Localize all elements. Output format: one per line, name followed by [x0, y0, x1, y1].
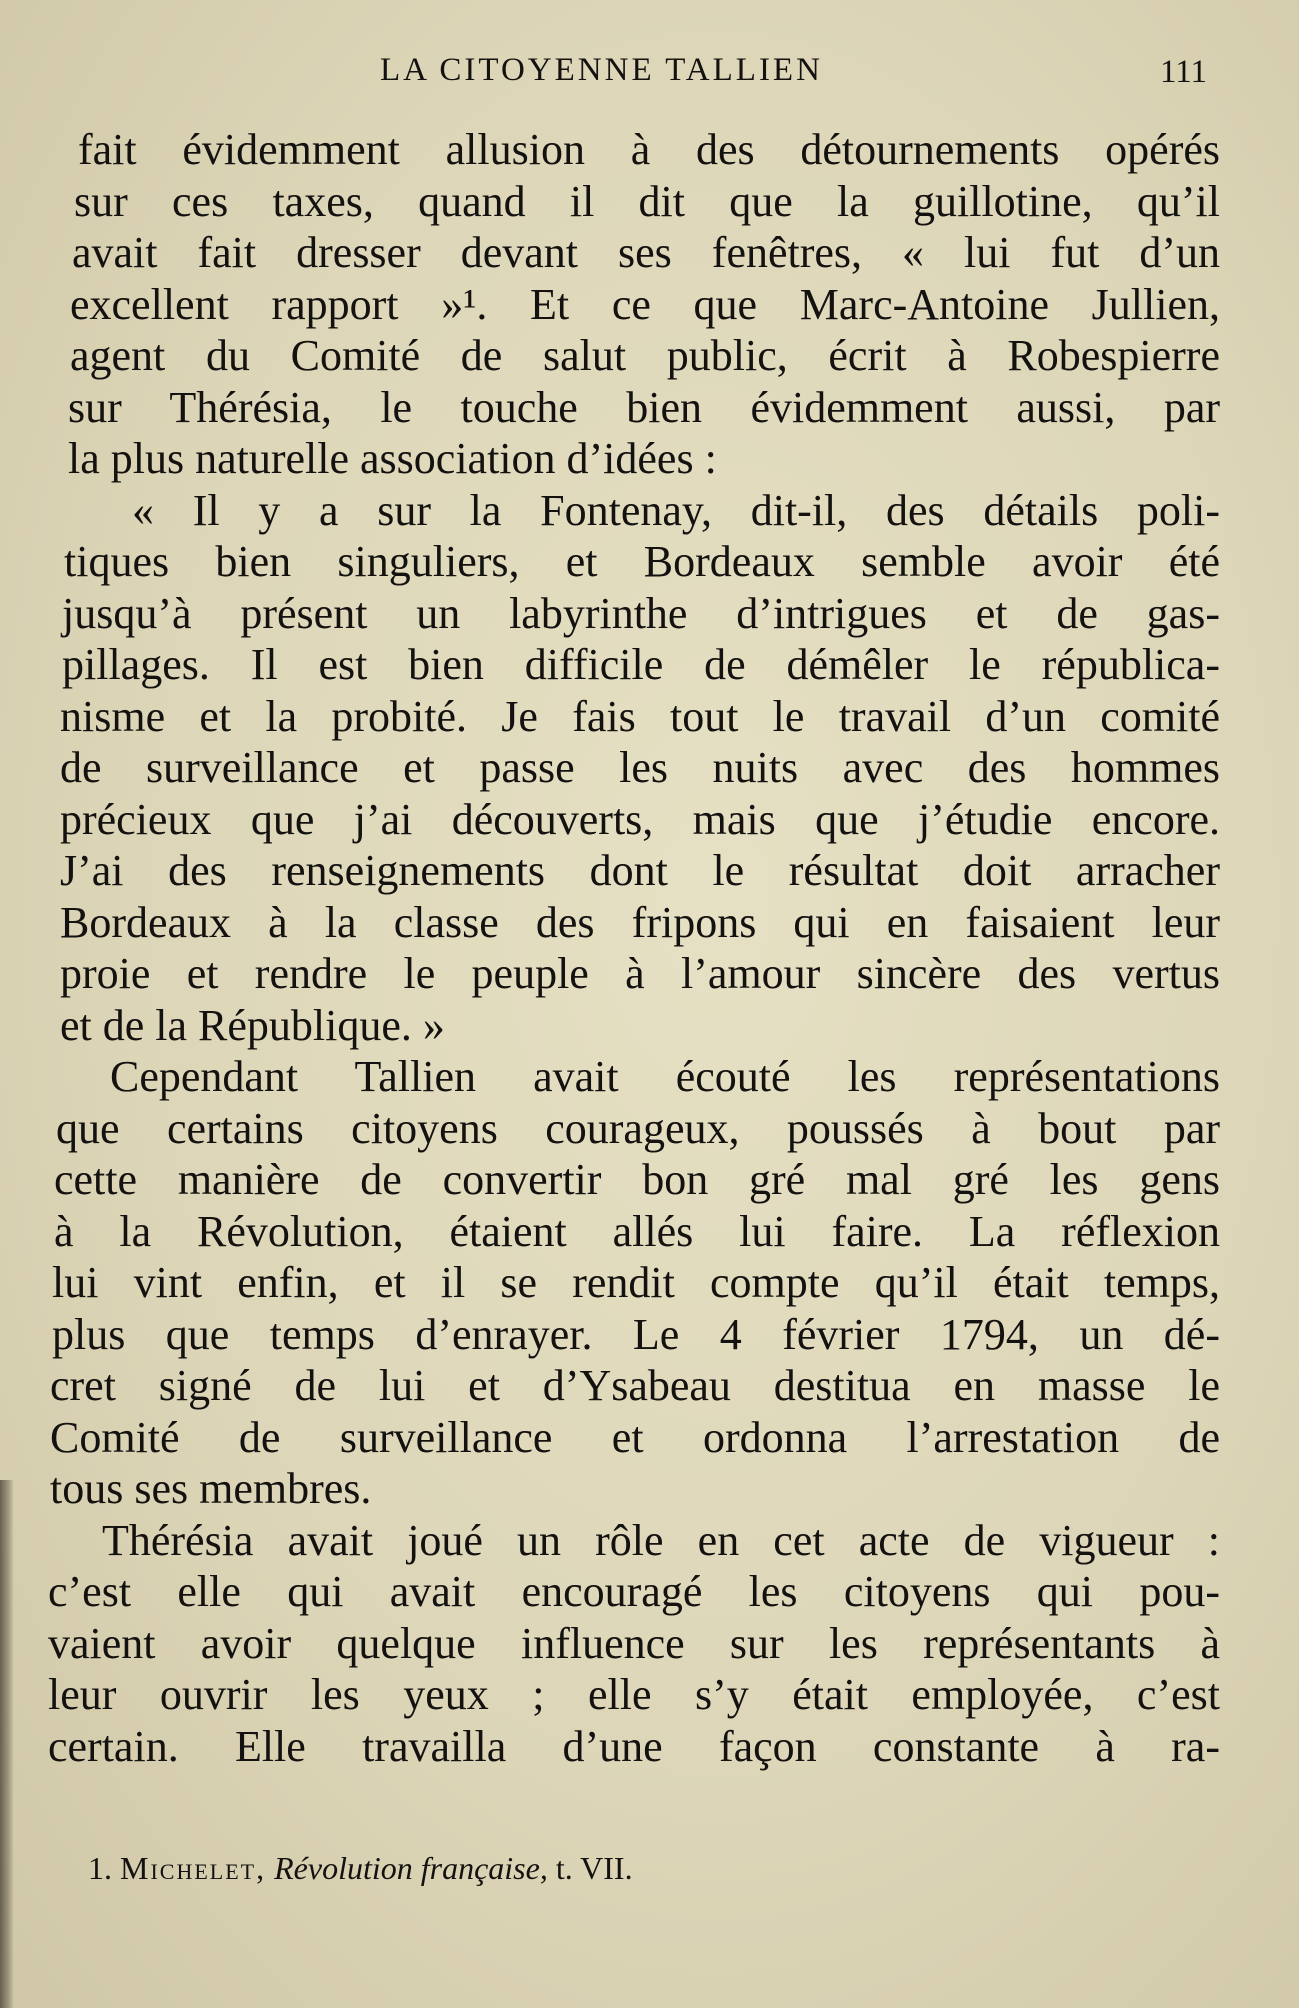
- text-line: avait fait dresser devant ses fenêtres, « lui fut d’un: [72, 228, 1220, 277]
- footnote-work-title: Révolution française,: [274, 1850, 548, 1886]
- text-line: la plus naturelle association d’idées :: [68, 434, 717, 483]
- quote-line: Bordeaux à la classe des fripons qui en faisaient leur: [60, 897, 1220, 947]
- footnote-volume: t. VII.: [555, 1850, 633, 1886]
- text-line: Comité de surveillance et ordonna l’arrestation de: [50, 1412, 1220, 1462]
- quote-line: J’ai des renseignements dont le résultat doit arracher: [60, 846, 1220, 895]
- quote-line: tiques bien singuliers, et Bordeaux semble avoir été: [64, 537, 1220, 586]
- text-line: c’est elle qui avait encouragé les citoyens qui pou-: [48, 1567, 1220, 1616]
- footnote: [88, 1850, 633, 1887]
- running-title: LA CITOYENNE TALLIEN: [380, 52, 823, 88]
- text-line: vaient avoir quelque influence sur les représentants à: [48, 1618, 1220, 1668]
- page-binding-edge: [0, 1480, 14, 2008]
- quote-line: précieux que j’ai découverts, mais que j’étudie encore.: [60, 794, 1220, 844]
- text-line: cette manière de convertir bon gré mal gré les gens: [54, 1155, 1220, 1204]
- text-line: lui vint enfin, et il se rendit compte qu’il était temps,: [52, 1258, 1220, 1307]
- quote-line: de surveillance et passe les nuits avec des hommes: [60, 743, 1220, 792]
- text-line: certain. Elle travailla d’une façon constante à ra-: [48, 1721, 1220, 1771]
- text-line: fait évidemment allusion à des détournements opérés: [78, 125, 1220, 174]
- text-line: que certains citoyens courageux, poussés à bout par: [56, 1103, 1220, 1153]
- text-line: sur ces taxes, quand il dit que la guillotine, qu’il: [74, 176, 1220, 226]
- quote-line: pillages. Il est bien difficile de démêler le républica-: [62, 640, 1220, 689]
- quote-line: jusqu’à présent un labyrinthe d’intrigues et de gas-: [62, 588, 1220, 638]
- text-line: sur Thérésia, le touche bien évidemment aussi, par: [68, 382, 1220, 432]
- quote-line: « Il y a sur la Fontenay, dit-il, des détails poli-: [132, 485, 1220, 535]
- text-line: plus que temps d’enrayer. Le 4 février 1794, un dé-: [52, 1309, 1220, 1359]
- text-line: leur ouvrir les yeux ; elle s’y était employée, c’est: [48, 1670, 1220, 1719]
- running-header: [0, 52, 1299, 96]
- text-line: à la Révolution, étaient allés lui faire. La réflexion: [54, 1206, 1220, 1256]
- text-line: cret signé de lui et d’Ysabeau destitua en masse le: [50, 1361, 1220, 1410]
- page-number: 111: [1160, 54, 1208, 90]
- quote-line: et de la République. »: [60, 1000, 445, 1050]
- text-line: Thérésia avait joué un rôle en cet acte de vigueur :: [102, 1515, 1220, 1565]
- text-line: excellent rapport »¹. Et ce que Marc-Antoine Jullien,: [70, 279, 1220, 329]
- footnote-number: 1.: [88, 1850, 112, 1886]
- footnote-author: Michelet,: [120, 1850, 267, 1886]
- quote-line: nisme et la probité. Je fais tout le travail d’un comité: [60, 691, 1220, 741]
- text-line: Cependant Tallien avait écouté les représentations: [110, 1052, 1220, 1101]
- quote-line: proie et rendre le peuple à l’amour sincère des vertus: [60, 949, 1220, 998]
- text-line: agent du Comité de salut public, écrit à Robespierre: [70, 331, 1220, 380]
- text-line: tous ses membres.: [50, 1464, 372, 1513]
- body-text: [48, 124, 1220, 1772]
